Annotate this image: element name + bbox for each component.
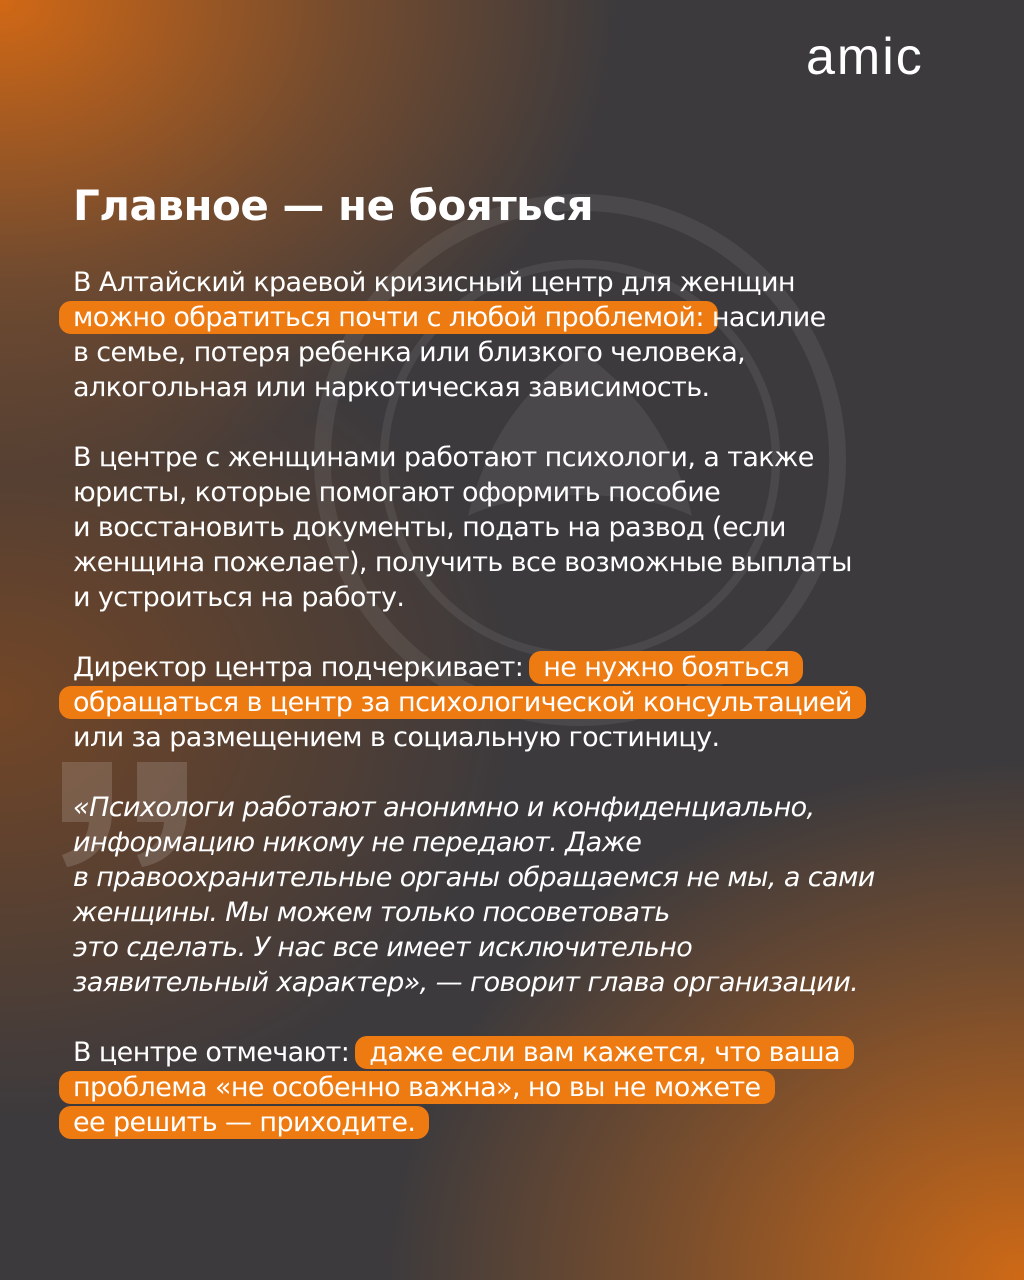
paragraph-5: [73, 1035, 973, 1140]
paragraph-2: [73, 440, 973, 615]
text-line: женщина пожелает), получить все возможные выплаты: [73, 547, 852, 578]
text-line: [73, 1035, 973, 1070]
text-line: информацию никому не передают. Даже: [73, 827, 642, 858]
text-line: юристы, которые помогают оформить пособие: [73, 477, 721, 508]
highlight: проблема «не особенно важна», но вы не можете: [59, 1071, 775, 1104]
text-line: «Психологи работают анонимно и конфиденциально,: [73, 792, 815, 823]
text-line: [73, 1070, 973, 1105]
text-line: это сделать. У нас все имеет исключительно: [73, 932, 693, 963]
text-line: в правоохранительные органы обращаемся не мы, а сами: [73, 862, 875, 893]
quote-paragraph: [73, 790, 973, 1000]
text-fragment: Директор центра подчеркивает:: [73, 652, 524, 683]
text-line: женщины. Мы можем только посоветовать: [73, 897, 670, 928]
text-line: [73, 300, 973, 335]
text-line: [73, 685, 973, 720]
amic-logo: [806, 30, 986, 82]
logo-text: amic: [806, 30, 924, 82]
text-line: В центре с женщинами работают психологи, а также: [73, 442, 814, 473]
text-line: заявительный характер», — говорит глава организации.: [73, 967, 859, 998]
highlight: ее решить — приходите.: [59, 1106, 429, 1139]
paragraph-1: [73, 265, 973, 405]
text-line: алкогольная или наркотическая зависимость.: [73, 372, 710, 403]
highlight: даже если вам кажется, что ваша: [355, 1036, 854, 1069]
text-line: и восстановить документы, подать на развод (если: [73, 512, 786, 543]
text-line: [73, 1105, 973, 1140]
text-line: или за размещением в социальную гостиницу.: [73, 722, 720, 753]
text-line: в семье, потеря ребенка или близкого человека,: [73, 337, 746, 368]
text-line: [73, 650, 973, 685]
text-line: и устроиться на работу.: [73, 582, 405, 613]
paragraph-3: [73, 650, 973, 755]
text-line: В Алтайский краевой кризисный центр для женщин: [73, 267, 795, 298]
text-fragment: насилие: [703, 302, 826, 333]
highlight: не нужно бояться: [529, 651, 803, 684]
page-title: Главное — не бояться: [73, 181, 594, 230]
highlight: можно обратиться почти с любой проблемой:: [59, 301, 718, 334]
text-fragment: В центре отмечают:: [73, 1037, 350, 1068]
highlight: обращаться в центр за психологической консультацией: [59, 686, 866, 719]
